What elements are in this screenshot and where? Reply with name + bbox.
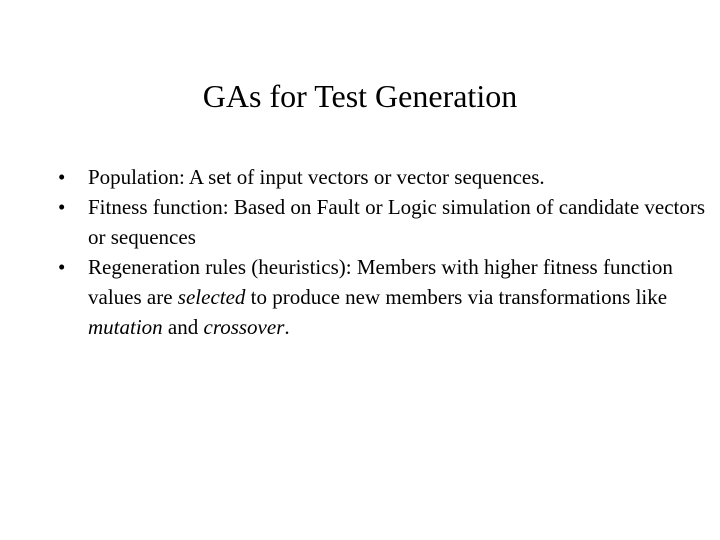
emphasis-crossover: crossover <box>203 315 285 339</box>
bullet-list <box>58 162 708 342</box>
bullet-item-regeneration <box>58 252 708 342</box>
bullet-text: Fitness function: Based on Fault or Logic simulation of candidate vectors or sequences <box>88 195 706 249</box>
emphasis-mutation: mutation <box>88 315 163 339</box>
bullet-text-part: to produce new members via transformations like <box>245 285 668 309</box>
bullet-icon: • <box>58 165 66 189</box>
bullet-icon: • <box>58 255 66 279</box>
bullet-text: Population: A set of input vectors or vector sequences. <box>88 165 545 189</box>
bullet-text-part: and <box>162 315 204 339</box>
slide-title: GAs for Test Generation <box>202 78 518 114</box>
bullet-item-population <box>58 162 708 192</box>
emphasis-selected: selected <box>177 285 246 309</box>
bullet-text-part: Regeneration rules (heuristics): Members with higher fitness function values are <box>88 255 673 309</box>
bullet-text-part: . <box>284 315 290 339</box>
bullet-item-fitness <box>58 192 708 252</box>
bullet-icon: • <box>58 195 66 219</box>
